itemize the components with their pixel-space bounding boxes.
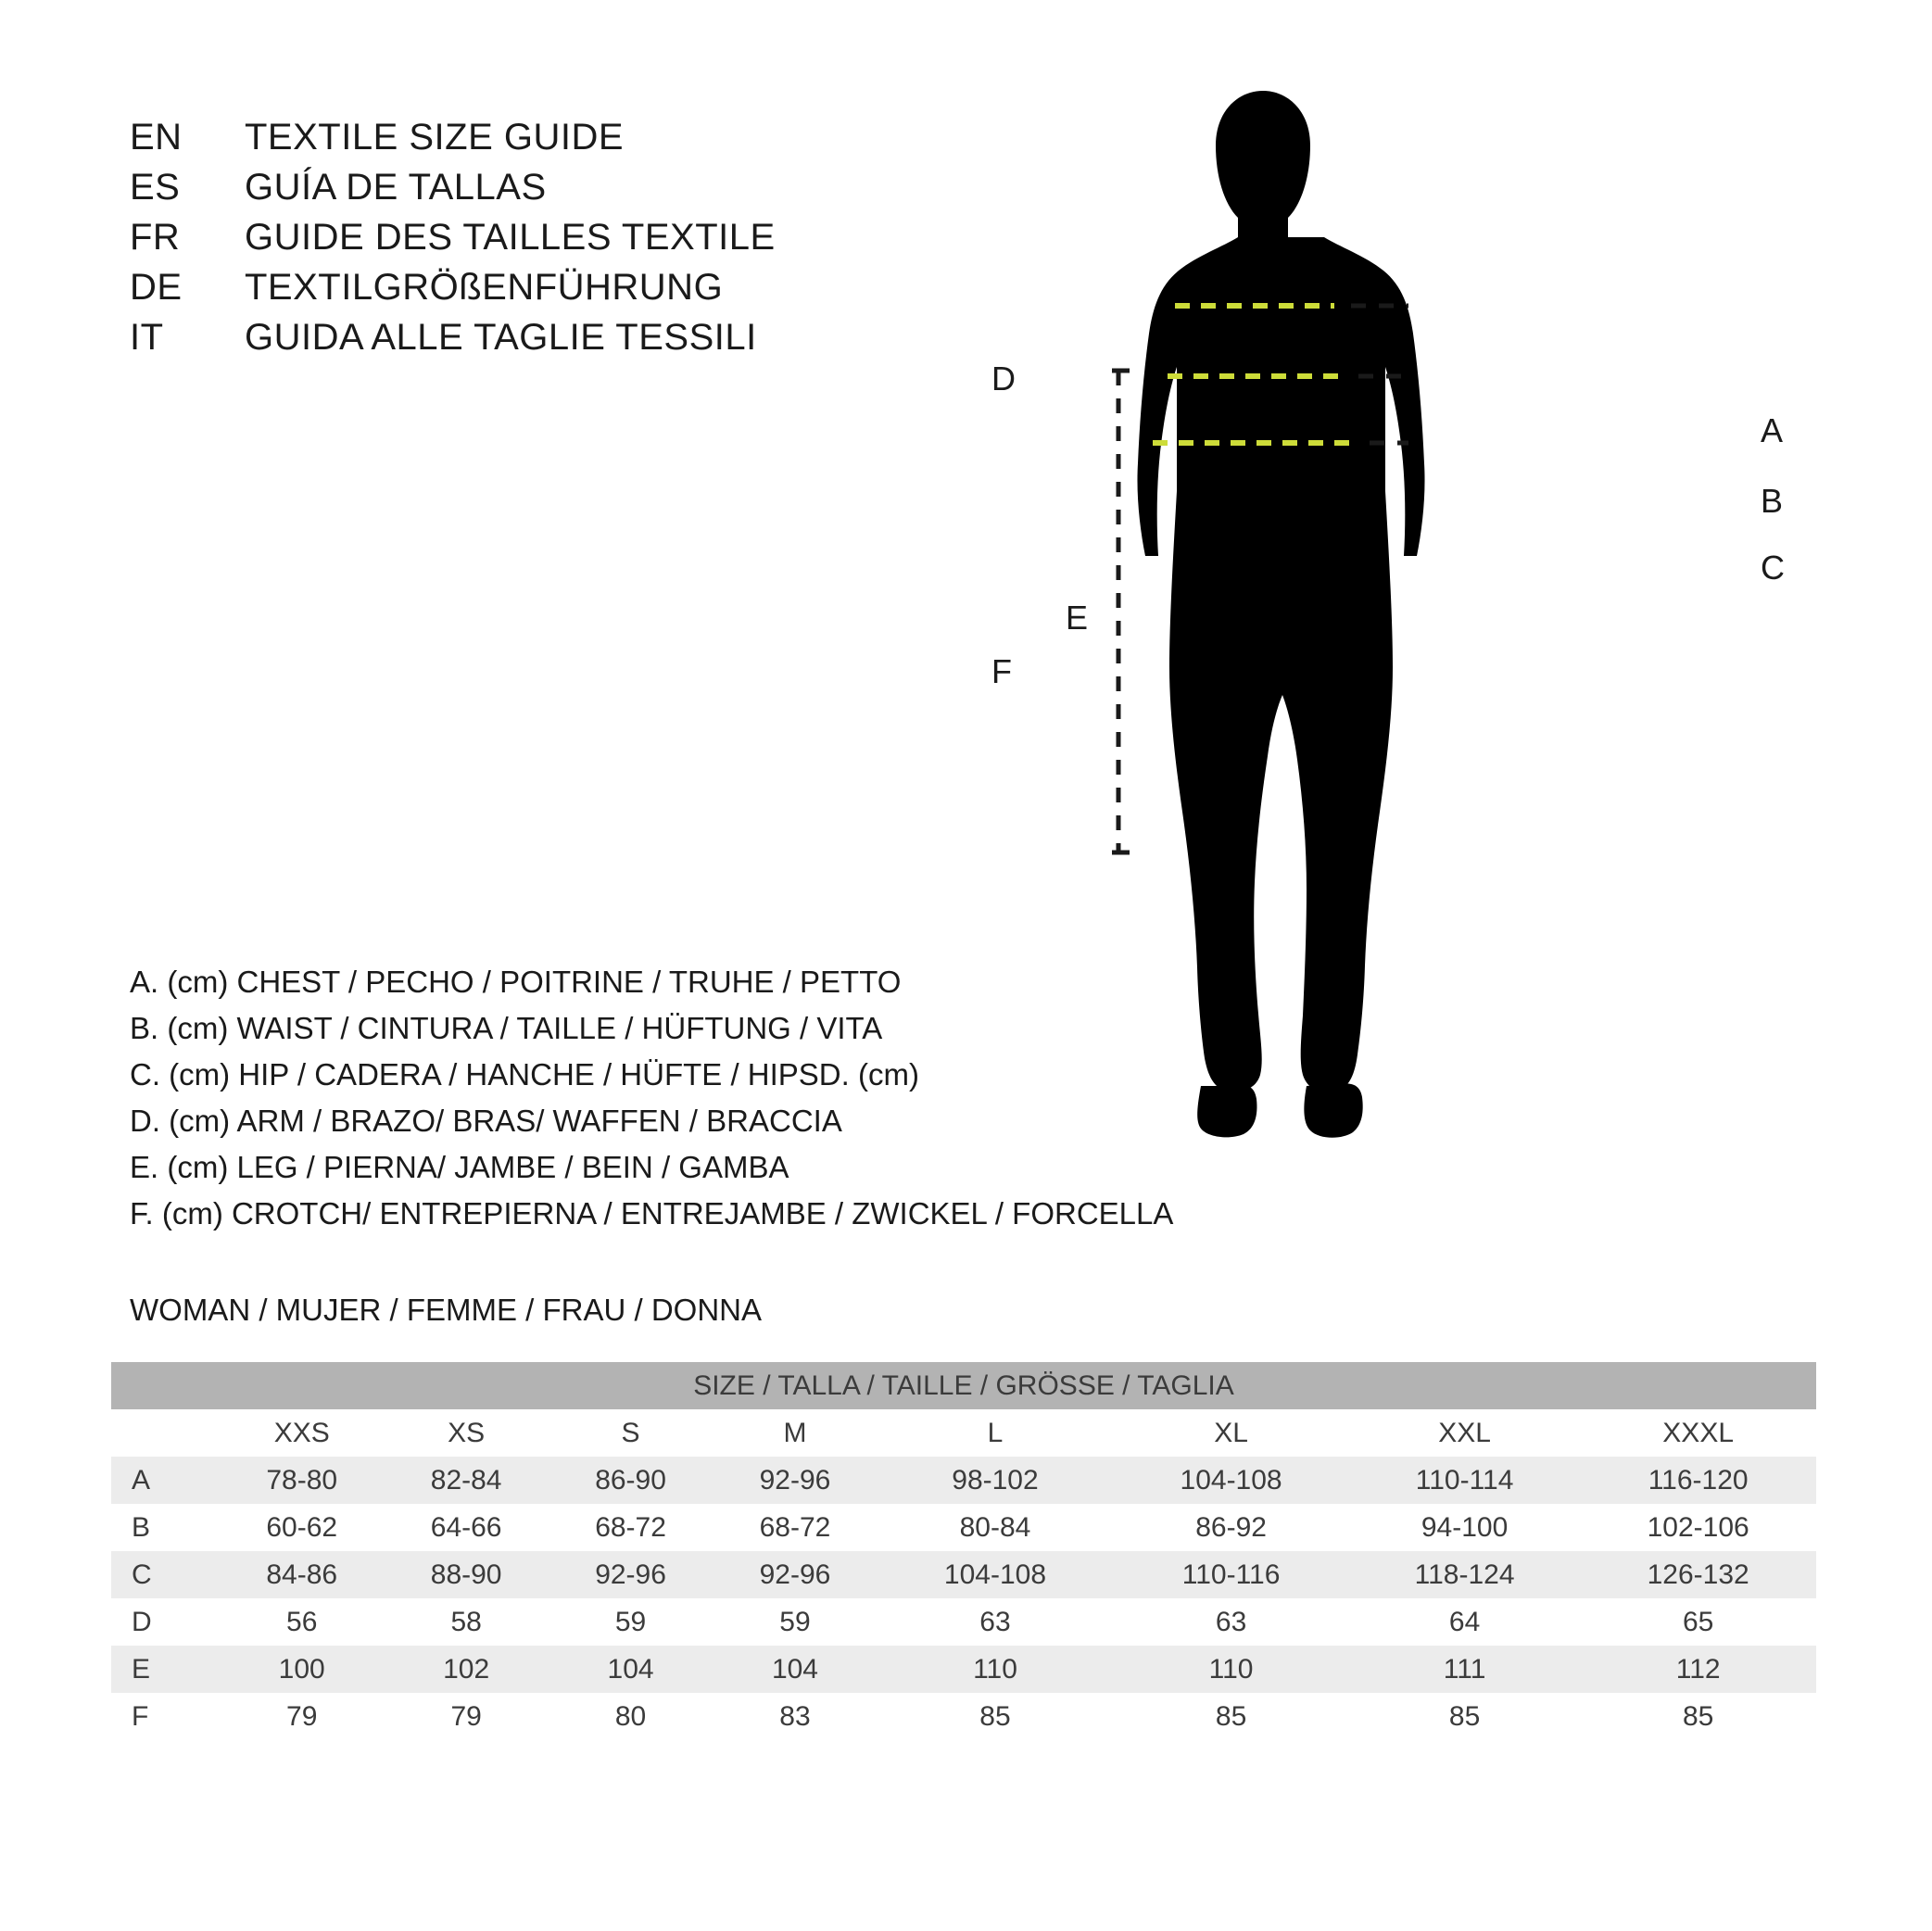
- table-header-label: SIZE / TALLA / TAILLE / GRÖSSE / TAGLIA: [111, 1362, 1816, 1409]
- legend-line-c: C. (cm) HIP / CADERA / HANCHE / HÜFTE / HIPSD. (cm): [130, 1057, 919, 1092]
- title-lang-en: EN: [130, 117, 183, 158]
- cell-c-xs: 88-90: [384, 1551, 548, 1598]
- title-lang-it: IT: [130, 317, 164, 358]
- size-col-xxxl: XXXL: [1580, 1409, 1816, 1457]
- legend-line-b: B. (cm) WAIST / CINTURA / TAILLE / HÜFTUNG / VITA: [130, 1011, 883, 1045]
- cell-e-xxl: 111: [1349, 1646, 1580, 1693]
- cell-c-xxxl: 126-132: [1580, 1551, 1816, 1598]
- cell-e-l: 110: [878, 1646, 1114, 1693]
- table-row: [111, 1646, 1816, 1693]
- cell-c-m: 92-96: [713, 1551, 877, 1598]
- table-corner-cell: [111, 1409, 220, 1457]
- cell-f-l: 85: [878, 1693, 1114, 1740]
- title-row: [130, 117, 964, 167]
- cell-b-l: 80-84: [878, 1504, 1114, 1551]
- legend-block: [130, 959, 1288, 1237]
- cell-c-s: 92-96: [549, 1551, 713, 1598]
- size-table: [111, 1362, 1816, 1740]
- dim-label-a: A: [1761, 411, 1784, 449]
- table-size-header-row: [111, 1409, 1816, 1457]
- cell-a-m: 92-96: [713, 1457, 877, 1504]
- cell-a-l: 98-102: [878, 1457, 1114, 1504]
- cell-f-xl: 85: [1113, 1693, 1349, 1740]
- row-label-b: B: [111, 1504, 220, 1551]
- dim-label-d: D: [991, 360, 1016, 398]
- title-row: [130, 317, 964, 367]
- cell-d-xs: 58: [384, 1598, 548, 1646]
- size-col-xxl: XXL: [1349, 1409, 1580, 1457]
- cell-c-l: 104-108: [878, 1551, 1114, 1598]
- cell-e-xs: 102: [384, 1646, 548, 1693]
- cell-c-xxs: 84-86: [220, 1551, 384, 1598]
- table-row: [111, 1693, 1816, 1740]
- title-text-es: GUÍA DE TALLAS: [245, 167, 547, 208]
- cell-e-xxs: 100: [220, 1646, 384, 1693]
- size-col-xxs: XXS: [220, 1409, 384, 1457]
- legend-line-f: F. (cm) CROTCH/ ENTREPIERNA / ENTREJAMBE / ZWICKEL / FORCELLA: [130, 1196, 1174, 1231]
- table-row: [111, 1504, 1816, 1551]
- cell-e-xl: 110: [1113, 1646, 1349, 1693]
- cell-b-m: 68-72: [713, 1504, 877, 1551]
- table-row: [111, 1598, 1816, 1646]
- size-col-m: M: [713, 1409, 877, 1457]
- size-col-xs: XS: [384, 1409, 548, 1457]
- cell-b-xxxl: 102-106: [1580, 1504, 1816, 1551]
- row-label-a: A: [111, 1457, 220, 1504]
- cell-b-xxl: 94-100: [1349, 1504, 1580, 1551]
- cell-d-m: 59: [713, 1598, 877, 1646]
- dim-label-e: E: [1066, 599, 1089, 637]
- cell-f-m: 83: [713, 1693, 877, 1740]
- cell-a-xxs: 78-80: [220, 1457, 384, 1504]
- title-text-de: TEXTILGRÖßENFÜHRUNG: [245, 267, 724, 308]
- row-label-e: E: [111, 1646, 220, 1693]
- cell-f-xs: 79: [384, 1693, 548, 1740]
- cell-a-xs: 82-84: [384, 1457, 548, 1504]
- cell-a-xxxl: 116-120: [1580, 1457, 1816, 1504]
- cell-f-xxs: 79: [220, 1693, 384, 1740]
- cell-b-xs: 64-66: [384, 1504, 548, 1551]
- cell-b-xxs: 60-62: [220, 1504, 384, 1551]
- legend-line-a: A. (cm) CHEST / PECHO / POITRINE / TRUHE / PETTO: [130, 965, 902, 999]
- table-header-bar: [111, 1362, 1816, 1409]
- cell-c-xl: 110-116: [1113, 1551, 1349, 1598]
- dim-label-c: C: [1761, 549, 1785, 587]
- cell-a-xxl: 110-114: [1349, 1457, 1580, 1504]
- legend-line-d: D. (cm) ARM / BRAZO/ BRAS/ WAFFEN / BRACCIA: [130, 1104, 842, 1138]
- row-label-f: F: [111, 1693, 220, 1740]
- cell-c-xxl: 118-124: [1349, 1551, 1580, 1598]
- legend-line-e: E. (cm) LEG / PIERNA/ JAMBE / BEIN / GAMBA: [130, 1150, 789, 1184]
- title-lang-fr: FR: [130, 217, 181, 258]
- cell-d-xxxl: 65: [1580, 1598, 1816, 1646]
- size-col-l: L: [878, 1409, 1114, 1457]
- cell-f-xxxl: 85: [1580, 1693, 1816, 1740]
- cell-d-xl: 63: [1113, 1598, 1349, 1646]
- cell-f-s: 80: [549, 1693, 713, 1740]
- cell-d-xxl: 64: [1349, 1598, 1580, 1646]
- table-row: [111, 1551, 1816, 1598]
- cell-d-s: 59: [549, 1598, 713, 1646]
- title-text-fr: GUIDE DES TAILLES TEXTILE: [245, 217, 776, 258]
- row-label-d: D: [111, 1598, 220, 1646]
- row-label-c: C: [111, 1551, 220, 1598]
- title-row: [130, 217, 964, 267]
- cell-b-xl: 86-92: [1113, 1504, 1349, 1551]
- title-text-en: TEXTILE SIZE GUIDE: [245, 117, 625, 158]
- table-row: [111, 1457, 1816, 1504]
- title-lang-de: DE: [130, 267, 183, 308]
- gender-label: WOMAN / MUJER / FEMME / FRAU / DONNA: [130, 1293, 762, 1327]
- cell-f-xxl: 85: [1349, 1693, 1580, 1740]
- title-row: [130, 167, 964, 217]
- size-col-s: S: [549, 1409, 713, 1457]
- cell-d-xxs: 56: [220, 1598, 384, 1646]
- cell-e-s: 104: [549, 1646, 713, 1693]
- title-lang-es: ES: [130, 167, 181, 208]
- cell-a-s: 86-90: [549, 1457, 713, 1504]
- title-row: [130, 267, 964, 317]
- title-text-it: GUIDA ALLE TAGLIE TESSILI: [245, 317, 757, 358]
- title-block: [130, 117, 964, 367]
- cell-d-l: 63: [878, 1598, 1114, 1646]
- dim-label-b: B: [1761, 482, 1784, 520]
- size-col-xl: XL: [1113, 1409, 1349, 1457]
- cell-e-xxxl: 112: [1580, 1646, 1816, 1693]
- cell-b-s: 68-72: [549, 1504, 713, 1551]
- cell-e-m: 104: [713, 1646, 877, 1693]
- dim-label-f: F: [991, 652, 1012, 690]
- cell-a-xl: 104-108: [1113, 1457, 1349, 1504]
